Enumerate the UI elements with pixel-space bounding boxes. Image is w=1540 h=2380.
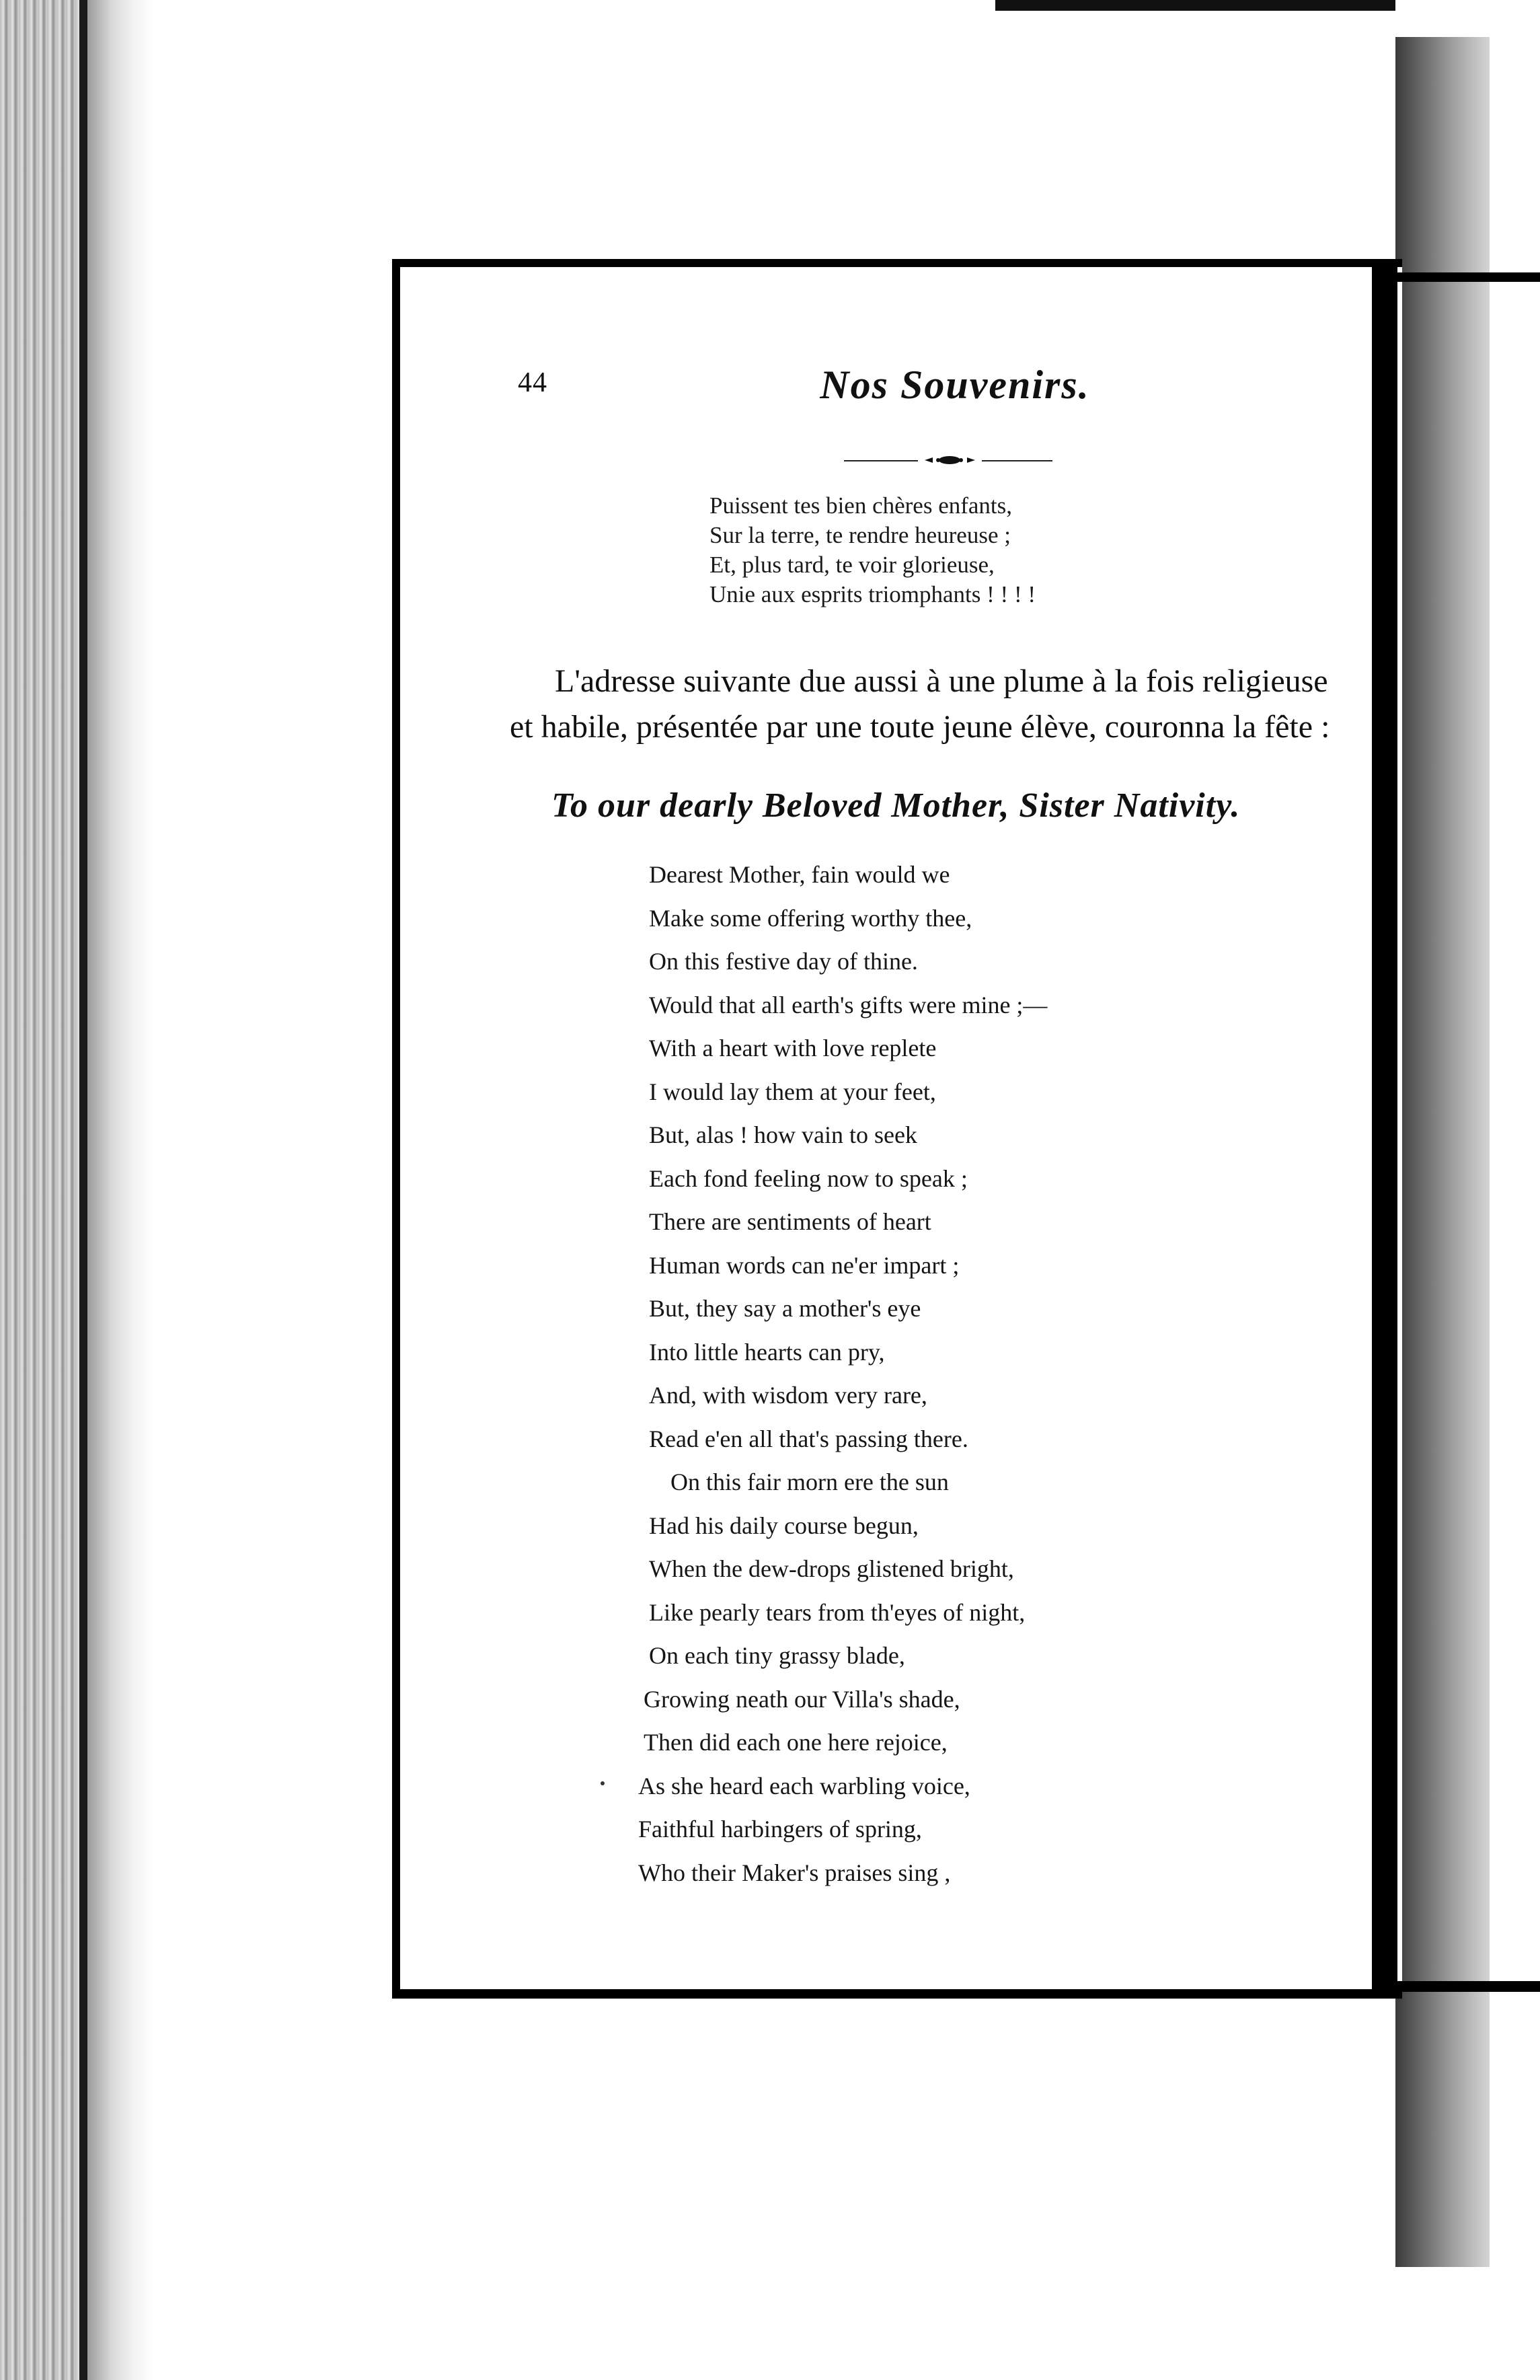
scan-edge-bar: [995, 0, 1399, 11]
gutter-shading: [87, 0, 155, 2380]
poem-line: Make some offering worthy thee,: [649, 904, 972, 932]
poem-line: Would that all earth's gifts were mine ;—: [649, 991, 1048, 1018]
ornament-rule-right: [982, 460, 1052, 461]
verse-line: Unie aux esprits triomphants ! ! ! !: [709, 581, 1036, 607]
poem-line: Then did each one here rejoice,: [644, 1729, 948, 1756]
ink-speck: [601, 1781, 605, 1785]
binding-shadow: [79, 0, 87, 2380]
fore-edge-shading: [1395, 0, 1490, 2380]
poem-line: Read e'en all that's passing there.: [649, 1425, 968, 1452]
poem-line: But, alas ! how vain to seek: [649, 1121, 917, 1148]
book-page-edges: [0, 0, 79, 2380]
frame-extension-top: [1397, 272, 1540, 282]
poem-line: Had his daily course begun,: [649, 1512, 919, 1539]
poem-line: But, they say a mother's eye: [649, 1295, 921, 1322]
ornament-flourish-icon: [918, 449, 982, 474]
poem-line: As she heard each warbling voice,: [638, 1772, 970, 1799]
prose-line: et habile, présentée par une toute jeune élève, couronna la fête :: [510, 709, 1330, 745]
verse-line: Et, plus tard, te voir glorieuse,: [709, 552, 995, 578]
verse-line: Sur la terre, te rendre heureuse ;: [709, 522, 1011, 548]
poem-line: I would lay them at your feet,: [649, 1078, 936, 1105]
poem-title: To our dearly Beloved Mother, Sister Nativity.: [551, 786, 1241, 825]
poem-line: On this festive day of thine.: [649, 948, 918, 975]
poem-line: Dearest Mother, fain would we: [649, 861, 950, 888]
ornament-rule-left: [844, 460, 918, 461]
verse-line: Puissent tes bien chères enfants,: [709, 492, 1013, 519]
frame-extension-bottom: [1397, 1981, 1540, 1992]
poem-line: Like pearly tears from th'eyes of night,: [649, 1598, 1026, 1626]
french-verse: [709, 491, 1036, 609]
poem-line: And, with wisdom very rare,: [649, 1382, 927, 1409]
running-title: Nos Souvenirs.: [820, 363, 1090, 407]
poem-line: With a heart with love replete: [649, 1035, 937, 1062]
poem-line: On this fair morn ere the sun: [670, 1468, 949, 1495]
poem-line: Faithful harbingers of spring,: [638, 1816, 922, 1843]
poem-line: Into little hearts can pry,: [649, 1338, 885, 1366]
prose-line: L'adresse suivante due aussi à une plume à la fois religieuse: [555, 663, 1328, 699]
page-frame-right-border: [1372, 259, 1397, 1999]
poem-line: On each tiny grassy blade,: [649, 1642, 905, 1669]
page-number: 44: [518, 367, 547, 398]
poem-line: Who their Maker's praises sing ,: [638, 1859, 951, 1886]
poem-line: Growing neath our Villa's shade,: [644, 1685, 960, 1713]
poem-line: When the dew-drops glistened bright,: [649, 1555, 1014, 1582]
poem-line: There are sentiments of heart: [649, 1208, 931, 1235]
poem-line: Each fond feeling now to speak ;: [649, 1164, 968, 1192]
poem-line: Human words can ne'er impart ;: [649, 1251, 960, 1279]
poem-body: [638, 853, 1048, 1894]
